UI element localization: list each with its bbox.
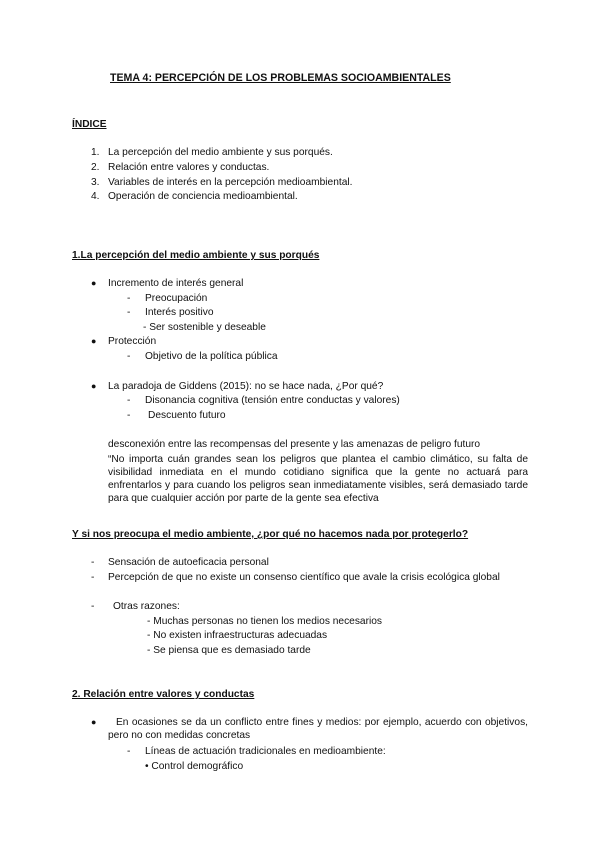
bullet-icon: ● — [91, 717, 97, 727]
sub-sub-item: - No existen infraestructuras adecuadas — [147, 630, 328, 641]
sub-item: Preocupación — [145, 293, 208, 304]
index-item-number: 4. — [91, 191, 100, 202]
sub-item: Objetivo de la política pública — [145, 351, 278, 362]
dash-icon: - — [127, 746, 131, 757]
section1-heading: 1.La percepción del medio ambiente y sus porqués — [72, 250, 320, 261]
dash-icon: - — [127, 307, 131, 318]
index-item-number: 1. — [91, 147, 100, 158]
paragraph: desconexión entre las recompensas del presente y las amenazas de peligro futuro — [108, 439, 481, 450]
sub-item: Líneas de actuación tradicionales en medioambiente: — [145, 746, 386, 757]
bullet-text: Protección — [108, 336, 157, 347]
sub-sub-item: - Se piensa que es demasiado tarde — [147, 645, 311, 656]
dash-icon: - — [91, 557, 95, 568]
page-title: TEMA 4: PERCEPCIÓN DE LOS PROBLEMAS SOCIOAMBIENTALES — [110, 72, 451, 84]
index-item: Relación entre valores y conductas. — [108, 162, 270, 173]
section2-heading: 2. Relación entre valores y conductas — [72, 689, 255, 700]
dash-icon: - — [91, 572, 95, 583]
index-item-number: 2. — [91, 162, 100, 173]
dash-item: Sensación de autoeficacia personal — [108, 557, 269, 568]
bullet-icon: ● — [91, 381, 97, 391]
sub-sub-item: - Ser sostenible y deseable — [143, 322, 266, 333]
dash-icon: - — [127, 395, 131, 406]
bullet-text: Incremento de interés general — [108, 278, 244, 289]
dash-icon: - — [127, 410, 131, 421]
quote-paragraph: “No importa cuán grandes sean los peligros que plantea el cambio climático, su falta de visibilidad inmediata en el mundo cotidiano significa que la gente no actuará para enfrentarlos y para cuando los peligros sean inmediatamente visibles, será demasiado tarde para que cualquier acción por parte de la gente sea efectiva — [108, 454, 528, 504]
bullet-icon: ● — [91, 336, 97, 346]
dash-item: Otras razones: — [113, 601, 180, 612]
sub-item: Descuento futuro — [148, 410, 226, 421]
index-item: Variables de interés en la percepción medioambiental. — [108, 177, 353, 188]
dash-icon: - — [91, 601, 95, 612]
question-heading: Y si nos preocupa el medio ambiente, ¿por qué no hacemos nada por protegerlo? — [72, 529, 469, 540]
bullet-icon: ● — [91, 278, 97, 288]
sub-item: Interés positivo — [145, 307, 214, 318]
index-item: Operación de conciencia medioambiental. — [108, 191, 298, 202]
dash-icon: - — [127, 351, 131, 362]
sub-sub-item: • Control demográfico — [145, 761, 244, 772]
index-item: La percepción del medio ambiente y sus porqués. — [108, 147, 333, 158]
index-heading: ÍNDICE — [72, 119, 107, 130]
dash-item: Percepción de que no existe un consenso científico que avale la crisis ecológica global — [108, 572, 500, 583]
sub-item: Disonancia cognitiva (tensión entre conductas y valores) — [145, 395, 400, 406]
dash-icon: - — [127, 293, 131, 304]
bullet-text: En ocasiones se da un conflicto entre fines y medios: por ejemplo, acuerdo con objetivos, pero no con medidas concretas — [108, 717, 528, 741]
index-item-number: 3. — [91, 177, 100, 188]
bullet-text: La paradoja de Giddens (2015): no se hace nada, ¿Por qué? — [108, 381, 384, 392]
sub-sub-item: - Muchas personas no tienen los medios necesarios — [147, 616, 383, 627]
